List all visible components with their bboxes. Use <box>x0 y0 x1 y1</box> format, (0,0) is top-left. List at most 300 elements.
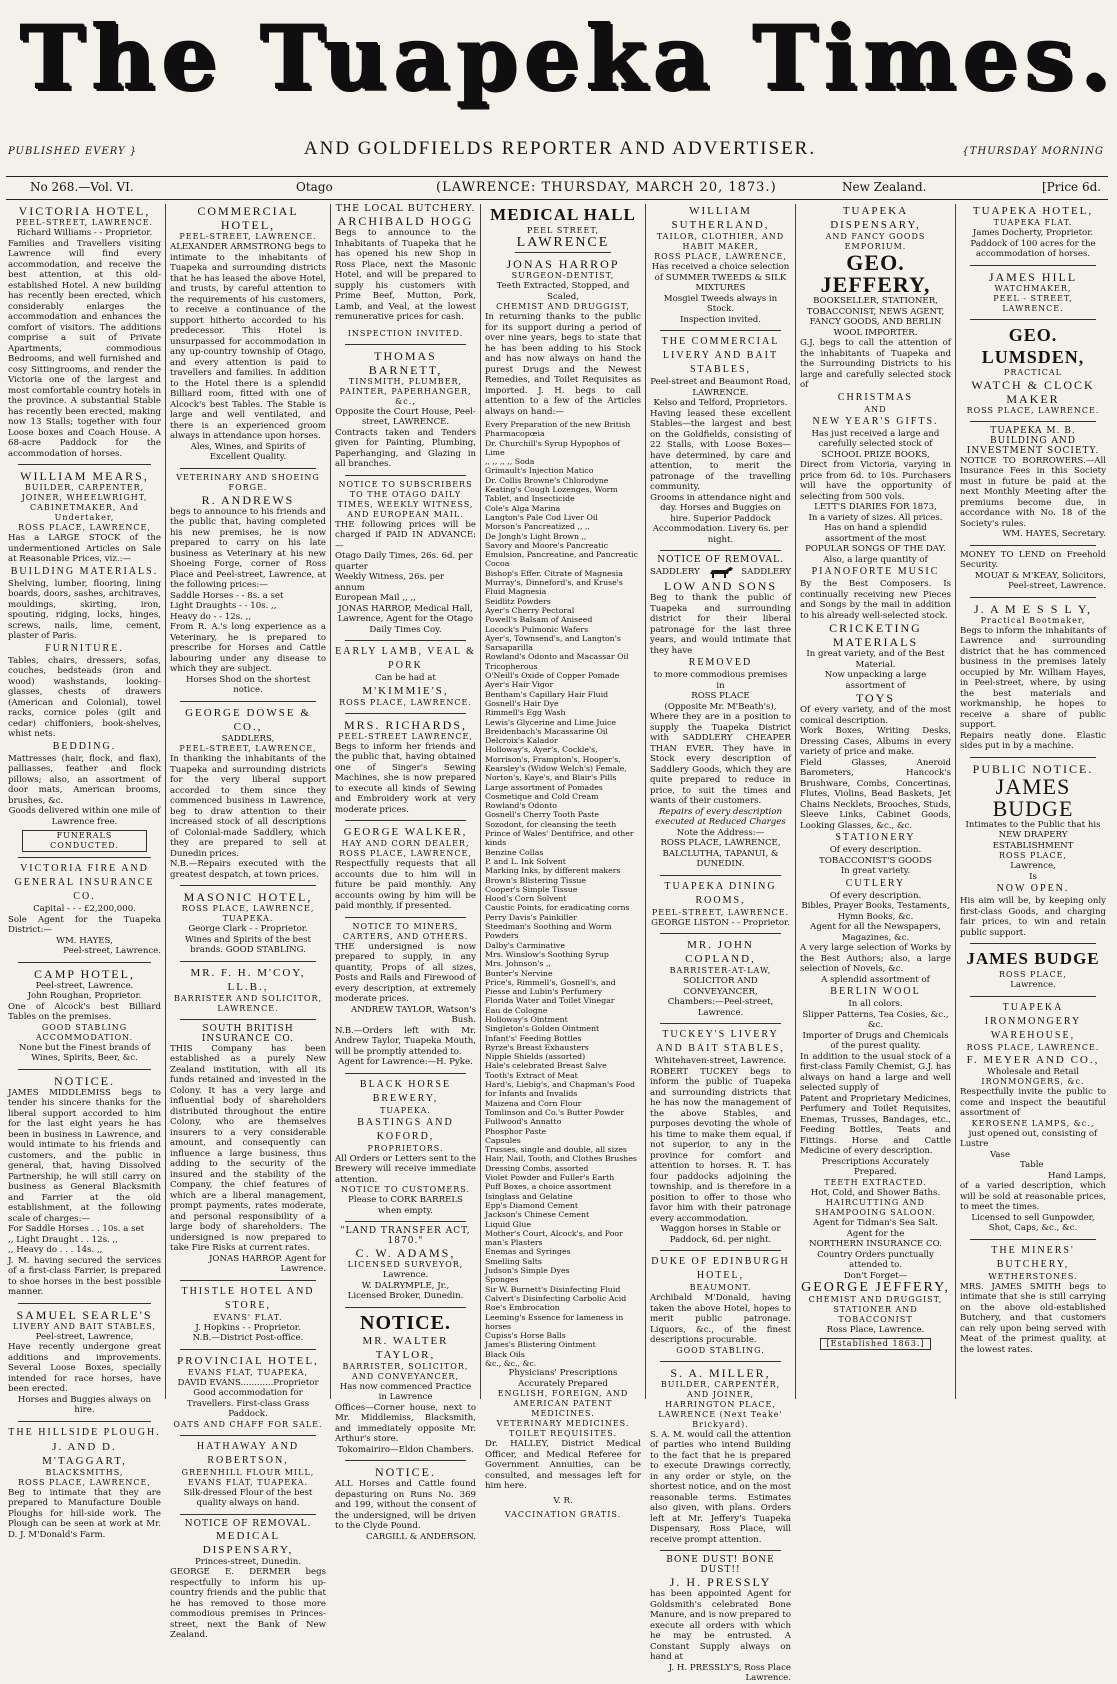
ad-heading: DUKE OF EDINBURGH HOTEL, <box>651 1256 790 1281</box>
product-list-item: Gosnell's Hair Dye <box>485 698 559 708</box>
divider <box>345 1460 466 1461</box>
ad-section-heading: BUILDING MATERIALS. <box>10 565 159 577</box>
product-list-item: Large assortment of Pomades <box>485 782 603 792</box>
ad-heading: STATIONERY <box>835 832 916 843</box>
product-list-item: Bentham's Capillary Hair Fluid <box>485 689 609 699</box>
divider <box>180 1280 316 1281</box>
price-line: Otago Daily Times, 26s. 6d. per quarter <box>335 551 473 572</box>
ad-subheading: CHEMIST AND DRUGGIST, STATIONER AND TOBACCONIST <box>808 1295 943 1324</box>
ad-heading: MR. JOHN COPLAND, <box>685 939 756 965</box>
ad-heading: M'KIMMIE'S, <box>362 684 449 697</box>
ad-heading: MR. F. H. M'COY, LL.B., <box>190 966 306 993</box>
ad-heading: NEW YEAR'S GIFTS. <box>812 415 939 427</box>
product-list-item: Every Preparation of the new British Pharmacopœia <box>485 420 631 439</box>
ad-heading: J. AND D. M'TAGGART, <box>42 1440 127 1467</box>
ad-place: HARRINGTON PLACE, LAWRENCE (Next Teake' Brickyard). <box>658 1399 783 1429</box>
ad-money-to-lend <box>960 550 1106 592</box>
ad-subheading: SURGEON-DENTIST, <box>511 271 615 280</box>
ad-place: (Opposite Mr. M'Beath's), <box>664 701 777 712</box>
column-6 <box>795 204 955 1399</box>
ad-body: to more commodious premises in <box>653 670 788 691</box>
columns <box>4 203 1110 1683</box>
divider <box>970 757 1096 758</box>
product-list-item: Cupiss's Horse Balls <box>485 1331 566 1341</box>
product-list-item: Florida Water and Toilet Vinegar <box>485 996 615 1006</box>
product-list-item: Mrs. Winslow's Soothing Syrup <box>485 949 609 959</box>
ad-body: ALL Horses and Cattle found depasturing on Runs No. 369 and 199, without the consent of the undersigned, will be driven to the Clyde Pound. <box>335 1479 476 1531</box>
ad-subheading: PRACTICAL <box>1003 367 1062 377</box>
ad-heading: THISTLE HOTEL AND STORE, <box>181 1285 315 1311</box>
ad-heading: CHRISTMAS <box>837 391 914 403</box>
divider <box>180 468 316 469</box>
divider <box>660 933 781 934</box>
ad-body: Beg to intimate that they are prepared to Manufacture Double Ploughs for hill-side work. The Plough can be seen at work at Mr. D. J. M'Donald's Farm. <box>8 1487 161 1540</box>
ad-capital: Capital - - - £2,200,000. <box>33 904 136 914</box>
product-list-item: Hair, Nail, Tooth, and Clothes Brushes <box>485 1154 637 1164</box>
product-list-item: Sir W. Burnett's Disinfecting Fluid <box>485 1284 621 1294</box>
ad-heading: THE MINERS' BUTCHERY, <box>991 1244 1075 1270</box>
ad-heading: REMOVED <box>688 657 753 668</box>
ad-body: Please to CORK BARRELS when empty. <box>348 1195 463 1216</box>
ad-early-lamb <box>335 645 476 708</box>
ad-body: His aim will be, by keeping only first-class Goods, and charging fair prices, to win and retain public support. <box>960 896 1106 938</box>
ad-notice-subscribers <box>335 480 476 636</box>
ad-heading: VICTORIA HOTEL, <box>18 204 151 218</box>
divider <box>345 344 466 345</box>
product-list-item: Tooth's Extract of Meat <box>485 1070 578 1080</box>
ad-william-mears <box>8 469 161 852</box>
ad-subheading: BARRISTER, SOLICITOR, AND CONVEYANCER, <box>342 1361 469 1381</box>
divider <box>660 875 781 876</box>
ad-hathaway <box>170 1440 326 1509</box>
divider <box>180 961 316 962</box>
ad-heading: CAMP HOTEL, <box>34 966 135 981</box>
divider <box>660 1250 781 1251</box>
ad-heading: NOTICE OF REMOVAL. <box>184 1518 312 1529</box>
ad-heading: MONEY TO LEND on Freehold Security. <box>960 549 1106 570</box>
product-list-item: Eau de Cologne <box>485 1005 548 1015</box>
ad-heading: MEDICAL HALL <box>490 205 636 224</box>
product-list-item: Ayer's, Townsend's, and Langton's Sarsaparilla <box>485 633 621 653</box>
ad-body: JAMES MIDDLEMISS begs to tender his sincere thanks for the liberal support accorded to him for the last eight years he has been in business in Lawrence, and would intimate to his friends and customers, and the public in general, that, having Dissolved Partnership, he will still carry on business as General Blacksmith and Farrier at the old establishment, at the following scale of charges:— <box>8 1087 161 1224</box>
divider <box>970 319 1096 320</box>
ad-body: Families and Travellers visiting Lawrence will find every accommodation, and receive the best attention, at this old-established Hotel. A new building has recently been erected, which considerably enlarges the accommodation and enhances the comfort of visitors. The additions comprise a suit of Private Apartments, commodious Bedrooms, and well furnished and cosy Sittingrooms, and render the Victoria one of the largest and most comfortable country hotels in the province. A substantial Stable has recently been erected, making now 13 Stalls; together with four Loose boxes and Coach House. A 68-acre Paddock for the accommodation of horses. <box>8 238 161 459</box>
ad-black-horse-brewery <box>335 1078 476 1217</box>
ad-heading: POPULAR SONGS OF THE DAY. <box>805 544 946 554</box>
ad-heading: TUAPEKA DINING ROOMS, <box>664 880 777 906</box>
column-4 <box>480 204 645 1520</box>
saddlery-label: SADDLERY <box>650 566 700 577</box>
ad-proprietor: J. Hopkins - - Proprietor. <box>195 1322 301 1333</box>
ad-proprietor: Kelso and Telford, Proprietors. <box>653 398 788 408</box>
product-list-item: Holloway's Ointment <box>485 1015 568 1024</box>
ad-south-british <box>170 1024 326 1275</box>
place-label: Otago <box>296 180 333 194</box>
product-list-item: Enemas and Syringes <box>485 1247 571 1257</box>
top-rule <box>6 176 1108 177</box>
product-list-item: Capsules <box>485 1135 521 1145</box>
ad-note: OATS AND CHAFF FOR SALE. <box>173 1419 323 1429</box>
ad-place: LAWRENCE. <box>1002 303 1064 313</box>
ad-signature: CARGILL & ANDERSON. <box>365 1531 476 1542</box>
divider <box>345 713 466 714</box>
ad-note: Hot, Cold, and Shower Baths. <box>810 1187 941 1198</box>
ad-body: Has now commenced Practice in Lawrence <box>339 1381 472 1402</box>
ad-heading: MASONIC HOTEL, <box>183 890 313 904</box>
ad-heading: NORTHERN INSURANCE CO. <box>809 1239 942 1249</box>
ad-subheading: PEEL STREET, <box>526 226 600 235</box>
ad-mccoy <box>170 966 326 1014</box>
product-list-item: Cole's Alga Marina <box>485 503 561 513</box>
ad-james-budge <box>960 762 1106 939</box>
price-line: Saddle Horses - - 8s. a set <box>170 590 284 601</box>
ad-note: INSPECTION INVITED. <box>347 328 464 338</box>
ad-low-and-sons <box>650 555 791 870</box>
divider <box>345 1307 466 1308</box>
ad-body: Respectfully invite the public to come and inspect the beautiful assortment of <box>960 1087 1106 1118</box>
product-list-item: James's Blistering Ointment <box>485 1340 596 1350</box>
ad-subheading: LIVERY AND BAIT STABLES, <box>12 1321 157 1331</box>
ad-heading: JAMES BUDGE <box>966 949 1100 968</box>
ad-body: In great variety. <box>840 866 911 876</box>
ad-body: Has a LARGE STOCK of the undermentioned Articles on Sale at Reasonable Prices, viz.:— <box>8 533 161 564</box>
ad-subheading: HAY AND CORN DEALER, <box>341 839 470 848</box>
country-label: New Zealand. <box>842 180 927 194</box>
ad-body: Begs to inform the inhabitants of Lawrence and surrounding district that he has commenced business in the premises lately occupied by Mr. William Hayes, in Peel-street, where, by using the best materials and workmanship, he hopes to receive a share of public support. <box>960 625 1106 730</box>
ad-subheading: GREENHILL FLOUR MILL, <box>181 1467 315 1477</box>
ad-subheading: TINSMITH, PLUMBER, PAINTER, PAPERHANGER, &c., <box>339 376 472 406</box>
ad-body: just opened out, consisting of <box>968 1128 1098 1139</box>
ad-bone-dust <box>650 1555 791 1684</box>
ad-heading: WILLIAM MEARS, <box>20 469 149 483</box>
ad-subheading: Licensed Broker, Dunedin. <box>347 1291 464 1301</box>
ad-place: LAWRENCE. <box>217 1003 279 1013</box>
ad-subheading: TUAPEKA FLAT. <box>993 218 1073 227</box>
ad-body: Agent for all the Newspapers, Magazines, &c. <box>810 922 941 943</box>
product-list-item: Grimault's Injection Matico <box>485 466 594 476</box>
ad-heading: JAMES HILL <box>988 269 1078 284</box>
ad-note: N.B.—Orders left with Mr. Andrew Taylor, Tuapeka Mouth, will be promptly attended to. <box>335 1025 476 1057</box>
ad-body: Sole Agent for the Tuapeka District:— <box>8 914 161 935</box>
ad-heading: SOUTH BRITISH INSURANCE CO. <box>201 1023 295 1044</box>
ad-note: Don't Forget— <box>843 1270 908 1281</box>
ad-place: EVANS FLAT, TUAPEKA. <box>187 1477 309 1487</box>
product-list-item: Liquid Glue <box>485 1219 532 1229</box>
ad-heading: VETERINARY AND SHOEING FORGE. <box>176 472 320 492</box>
ad-subheading: LICENSED SURVEYOR, <box>347 1260 464 1269</box>
ad-heading: F. MEYER AND CO., <box>966 1053 1100 1066</box>
ad-proprietor: GEORGE LISTON - - Proprietor. <box>651 917 790 928</box>
price-label: [Price 6d. <box>1042 180 1102 194</box>
product-list-item: Steedman's Soothing and Worm Powders <box>485 922 612 941</box>
ad-thistle-hotel <box>170 1285 326 1344</box>
ad-body: Of every variety, and of the most comical description. <box>800 705 951 726</box>
product-list-item: Puff Boxes, a choice assortment <box>485 1182 612 1192</box>
ad-heading: NOTICE TO CUSTOMERS. <box>340 1185 471 1194</box>
divider <box>180 1349 316 1350</box>
product-list-item: Marking Inks, by different makers <box>485 866 621 876</box>
ad-body: Good accommodation for Travellers. First-class Grass Paddock. <box>186 1388 310 1419</box>
ad-ironmongery <box>960 1001 1106 1234</box>
ad-subheading: BUILDER, CARPENTER, JOINER, WHEELWRIGHT, CABINETMAKER, And Undertaker, <box>21 483 148 522</box>
ad-name: WM. HAYES, <box>56 935 113 946</box>
ad-place: ROSS PLACE, LAWRENCE, <box>18 523 151 532</box>
ad-note: Repairs neatly done. Elastic sides put in by a machine. <box>960 730 1106 751</box>
ad-body: begs to announce to his friends and the public that, having completed his new premises, he is now prepared to carry on his late business as Veterinary at his new Shoeing Forge, corner of Ross Place and Peel-street, Lawrence, at the following prices:— <box>170 506 326 590</box>
product-list-item: Tricopherous <box>485 661 538 671</box>
ad-body: Begs to announce to the Inhabitants of Tuapeka that he has opened his new Shop in Ross Place, next the Masonic Hotel, and will be prepared to supply his customers with Prime Beef, Mutton, Pork, Lamb, and Veal, at the lowest remunerative prices for cash. <box>335 228 476 322</box>
ad-note: VACCINATION GRATIS. <box>504 1510 622 1520</box>
divider <box>18 857 151 858</box>
price-line: Heavy do - - 12s. ,, <box>170 611 252 622</box>
ad-george-walker <box>335 825 476 912</box>
product-list-item: Maizena and Corn Flour <box>485 1098 582 1108</box>
ad-heading: JAMES BUDGE <box>992 773 1074 821</box>
ad-signature: MOUAT & M'KEAY, Solicitors, Peel-street, Lawrence. <box>974 570 1106 591</box>
ad-notice-middlemiss <box>8 1074 161 1298</box>
product-list-item: Calvert's Disinfecting Carbolic Acid <box>485 1293 627 1303</box>
ad-note: TOILET REQUISITES. <box>509 1429 617 1439</box>
ad-subheading: WETHERSTONES. <box>988 1271 1078 1281</box>
ad-subheading: AND FANCY GOODS EMPORIUM. <box>825 232 926 251</box>
ad-hillside-plough <box>8 1426 161 1541</box>
newspaper-title: The Tuapeka Times. <box>20 6 1117 110</box>
ad-heading: TUCKEY'S LIVERY AND BAIT STABLES, <box>656 1029 785 1054</box>
newspaper-subtitle: AND GOLDFIELDS REPORTER AND ADVERTISER. <box>303 138 817 159</box>
ad-signature: Peel-street, Lawrence. <box>63 946 161 956</box>
ad-land-transfer <box>335 1226 476 1302</box>
established-box: [Established 1863.] <box>820 1338 931 1350</box>
ad-note: Licensed to sell Gunpowder, Shot, Caps, &c., &c. <box>971 1212 1095 1233</box>
ad-body: Tables, chairs, dressers, sofas, couches, bedsteads (iron and wood) washstands, looking-glasses, chests of drawers (American and Colonial), towel racks, cornice poles (gilt and cedar) chiffoniers, book-shelves, whist nets. <box>8 655 161 739</box>
ad-body: In addition to the usual stock of a first-class Family Chemist, G.J. has always on hand a large and well selected supply of <box>800 1051 951 1093</box>
ad-subheading: PROPRIETORS. <box>367 1143 444 1153</box>
ad-body: Of every description. <box>829 845 922 855</box>
product-list-item: Ayer's Cherry Pectoral <box>485 605 575 615</box>
ad-heading: TOBACCONIST'S GOODS <box>819 855 932 866</box>
product-list-item: Rowland's Odonto <box>485 801 557 811</box>
ad-body: has been appointed Agent for Goldsmith's celebrated Bone Manure, and is now prepared to execute all orders with which he may be entrusted. A Constant Supply always on hand at <box>650 1589 791 1662</box>
ad-signature: J. H. PRESSLY'S, Ross Place Lawrence. <box>668 1662 791 1683</box>
product-list-item: Hard's, Liebig's, and Chapman's Food for Infants and Invalids <box>485 1080 635 1099</box>
ad-body: MRS. JAMES SMITH begs to intimate that she is still carrying on the above old-established Butchery, and that customers can rely upon being served with Meat of the primest quality, at the lowest rates. <box>960 1281 1106 1355</box>
ad-george-dowse <box>170 706 326 881</box>
ad-heading: BERLIN WOOL <box>830 986 921 997</box>
ad-subheading: SADDLERS, <box>221 733 275 744</box>
ad-heading: NOTICE. <box>54 1073 115 1088</box>
ad-body: Paddock of 100 acres for the accommodation of horses. <box>970 238 1096 259</box>
ad-subheading: PEEL-STREET, LAWRENCE. <box>15 218 154 227</box>
ad-james-budge-2 <box>960 948 1106 991</box>
ad-body: THE undersigned is now prepared to supply, in any quantity, Props of all sizes, Posts and Rails and Firewood of every description, at extremely moderate prices. <box>335 941 476 1004</box>
ad-body: THE following prices will be charged if PAID IN ADVANCE:— <box>335 519 476 551</box>
ad-body: Has on hand a splendid assortment of the most <box>824 523 927 544</box>
product-list-item: De Jongh's Light Brown ,, <box>485 531 587 541</box>
product-list-item: Jackson's Chinese Cement <box>485 1210 590 1220</box>
ad-subheading: ROSS PLACE, LAWRENCE. <box>966 1042 1100 1052</box>
ad-heading: VICTORIA FIRE AND GENERAL INSURANCE CO. <box>14 863 155 902</box>
product-list-item: Mother's Court, Alcock's, and Poor man's Plasters <box>485 1228 623 1248</box>
ad-signature: JONAS HARROP. Agent for Lawrence. <box>208 1253 326 1274</box>
dateline-rule <box>6 199 1108 200</box>
ad-body: J. M. having secured the services of a first-class Farrier, is prepared to shoe horses in the best possible manner. <box>8 1255 161 1297</box>
ad-subheading: TUAPEKA. <box>380 1105 431 1115</box>
product-list-item: Black Oils <box>485 1349 525 1359</box>
product-list-item: Sozodont, for cleansing the teeth <box>485 819 617 829</box>
ad-subheading: PEEL-STREET, LAWRENCE. <box>651 907 790 917</box>
ad-subheading: BLACKSMITHS, <box>45 1467 124 1477</box>
ad-building-society <box>960 426 1106 540</box>
ad-body: Mattresses (hair, flock, and flax), palliasses, feather and flock pillows; also, an assortment of door mats, American brooms, brushes, &c. <box>8 753 161 806</box>
ad-medical-hall <box>485 204 641 1520</box>
ad-heading: KEROSENE LAMPS, &c., <box>971 1118 1095 1128</box>
ad-body: Goods delivered within one mile of Lawrence free. <box>8 806 161 827</box>
divider <box>180 701 316 702</box>
ad-body: Also, a large quantity of <box>823 554 928 565</box>
divider <box>345 917 466 918</box>
ad-james-hill <box>960 270 1106 314</box>
product-list-item: Roe's Embrocation <box>485 1303 560 1313</box>
ad-note: Agent for Lawrence:—H. Pyke. <box>338 1057 473 1067</box>
ad-body: Contracts taken and Tenders given for Painting, Plumbing, Paperhanging, and Glazing in all branches. <box>335 427 476 469</box>
ad-note: Prescriptions Accurately Prepared. <box>821 1156 930 1177</box>
ad-notice-cargill <box>335 1465 476 1542</box>
ad-body: Offices—Corner house, next to Mr. Middlemiss, Blacksmith, and immediately opposite Mr. Arthur's store. <box>335 1402 476 1444</box>
ad-heading: TUAPEKA HOTEL, <box>972 205 1094 217</box>
product-list-item: Hood's Corn Solvent <box>485 894 567 904</box>
ad-body: Work Boxes, Writing Desks, Dressing Cases, Albums in every variety of price and make. <box>800 726 951 757</box>
ad-subheading: IRONMONGERS, &c. <box>981 1077 1085 1086</box>
product-list-item: &c., &c., &c. <box>485 1358 537 1368</box>
product-list-item: Infant's' Feeding Bottles <box>485 1033 582 1043</box>
ad-heading: J. H. PRESSLY <box>669 1575 772 1589</box>
product-list-item: Dressing Combs, assorted <box>485 1163 589 1173</box>
ad-heading: NOTICE. <box>360 1311 451 1334</box>
product-list-item: Violet Powder and Fuller's Earth <box>485 1173 615 1183</box>
product-list-item: Dr. Collis Browne's Chlorodyne <box>485 475 609 485</box>
dateline <box>6 180 1108 198</box>
product-list-item: Epp's Diamond Cement <box>485 1200 579 1210</box>
ad-heading: LETT'S DIARIES FOR 1873, <box>814 502 937 512</box>
ad-body: Intimates to the Public that his <box>965 819 1101 830</box>
divider <box>970 943 1096 944</box>
ad-body: Respectfully requests that all accounts due to him will in future be paid monthly. Any accounts owing by him will be paid monthly, if presented. <box>335 859 476 911</box>
ad-heading: TOYS <box>855 691 896 705</box>
ad-place: ROSS PLACE, LAWRENCE, <box>339 849 472 858</box>
ad-heading: NOW OPEN. <box>996 883 1070 894</box>
ad-note: N.B.—District Post-office. <box>192 1333 304 1343</box>
divider <box>660 330 781 331</box>
ad-body: A very large selection of Works by the Best Authors; also, a large selection of Novels, &c. <box>800 943 951 974</box>
ad-heading: WILLIAM SUTHERLAND, <box>671 205 770 231</box>
product-list-item: Rimmell's Egg Wash <box>485 708 566 718</box>
ad-note: Grooms in attendance night and day. Horses and Buggies on hire. Superior Paddock Accommodation. Livery 6s. per night. <box>650 492 791 545</box>
ad-place: ROSS PLACE <box>691 691 750 701</box>
product-list-item: Trusses, single and double, all sizes <box>485 1145 627 1155</box>
ad-body: ALEXANDER ARMSTRONG begs to intimate to the inhabitants of Tuapeka and surrounding districts that he has leased the above Hotel, and trusts, by careful attention to the requirements of his customers, to receive a continuance of the support hitherto accorded to his predecessor. This Hotel is unsurpassed for accommodation in any up-country township of Otago, and every attention is paid to travellers and families. In addition to the Hotel there is a splendid Billiard room, fitted with one of Alcock's best Tables. The Stable is large and well ventilated, and there is an experienced groom always in attendance upon horses. <box>170 242 326 441</box>
ad-sa-miller <box>650 1366 791 1546</box>
ad-heading: NOTICE OF REMOVAL. <box>657 555 784 565</box>
ad-heading: EARLY LAMB, VEAL & PORK <box>335 646 476 671</box>
ad-subheading: BUILDER, CARPENTER, AND JOINER, <box>660 1379 781 1399</box>
ad-subheading: BARRISTER AND SOLICITOR, <box>173 993 323 1003</box>
product-list-item: Fullwood's Annatto <box>485 1117 562 1127</box>
issue-number: No 268.—Vol. VI. <box>30 180 134 194</box>
product-list-item: Brown's Blistering Tissue <box>485 875 586 885</box>
divider <box>660 1361 781 1362</box>
ad-place: Lawrence, <box>1010 861 1056 871</box>
price-line: Light Draughts - - 10s. ,, <box>170 601 277 611</box>
ad-subheading: PEEL-STREET LAWRENCE, <box>338 731 473 741</box>
ad-body: Begs to inform her friends and the public that, having obtained one of Singer's Sewing Machines, she is now prepared to execute all kinds of Sewing and Embroidery work at very moderate prices. <box>335 741 476 815</box>
ad-subheading: Wholesale and Retail <box>987 1066 1079 1077</box>
ad-heading: BONE DUST! BONE DUST!! <box>666 1555 775 1575</box>
product-list-item: Benzine Collas <box>485 847 544 857</box>
ad-heading: SAMUEL SEARLE'S <box>16 1307 153 1322</box>
ad-body: G.J. begs to call the attention of the inhabitants of Tuapeka and the Surrounding Districts to his large and carefully selected stock of <box>800 338 951 390</box>
ad-heading: R. ANDREWS <box>201 492 295 507</box>
ad-note: GOOD STABLING. <box>676 1345 765 1355</box>
ad-thomas-barnett <box>335 349 476 470</box>
ad-body: GEORGE E. DERMER begs respectfully to inform his up-country friends and the public that he has removed to those more commodious premises in Princes-street, next the Bank of New Zealand. <box>170 1567 326 1640</box>
lamp-type: Hand Lamps, <box>1047 1170 1106 1181</box>
product-list-item: Gosnell's Cherry Tooth Paste <box>485 810 600 820</box>
saddlery-label: SADDLERY <box>741 566 791 577</box>
ad-heading: CRICKETING MATERIALS <box>829 621 922 649</box>
ad-medical-dispensary <box>170 1519 326 1641</box>
ad-proprietor: Richard Williams - - Proprietor. <box>16 228 153 238</box>
price-line: Weekly Witness, 26s. per annum <box>335 572 445 593</box>
ad-proprietor: John Roughan, Proprietor. <box>27 991 142 1001</box>
divider <box>18 464 151 465</box>
ad-body: Importer of Drugs and Chemicals of the purest quality. <box>802 1030 949 1051</box>
divider <box>180 1514 316 1515</box>
ad-body: In thanking the inhabitants of the Tuapeka and surrounding districts for the very liberal support accorded to them since they commenced business in Lawrence, beg to draw attention to their increased stock of all descriptions of Colonial-made Saddlery, which they are prepared to sell at Dunedin prices. <box>170 754 326 859</box>
price-line: European Mail ,, ,, <box>335 593 416 603</box>
ad-body: In returning thanks to the public for its support during a period of over nine years, begs to state that he has been adding to his Stock and has now always on hand the purest Drugs and the Newest Remedies, and Toilet Requisites as imported. J. H. begs to call attention to a few of the Articles always on hand:— <box>485 312 641 417</box>
product-list-item: Bishop's Effer. Citrate of Magnesia <box>485 568 623 578</box>
ad-note: Horses Shod on the shortest notice. <box>185 674 311 695</box>
ad-dining-rooms <box>650 880 791 929</box>
divider <box>345 475 466 476</box>
ad-note: Agent for Tidman's Sea Salt. <box>813 1218 938 1228</box>
ad-signature: WM. HAYES, Secretary. <box>1002 529 1106 539</box>
product-list-item: Murray's, Dinneford's, and Kruse's Fluid Magnesia <box>485 578 623 597</box>
ad-heading: GEORGE DOWSE & CO., <box>185 706 311 733</box>
ad-subheading: BEAUMONT. <box>689 1283 752 1292</box>
ad-heading: MRS. RICHARDS, <box>343 717 468 732</box>
ad-note: Repairs of every description executed at Reduced Charges <box>655 806 786 827</box>
ad-place: PEEL-STREET, LAWRENCE, <box>179 744 317 753</box>
ad-note: Physicians' Prescriptions Accurately Prepared <box>508 1368 618 1389</box>
divider <box>180 885 316 886</box>
lamp-type: Table <box>1020 1160 1044 1170</box>
ad-body: S. A. M. would call the attention of parties who intend Building to the fact that he is prepared to execute Drawings correctly, in any order or style, on the shortest notice, and on the most reasonable terms. Estimates also given, with plans. Orders left at Mr. Jeffery's Tuapeka Dispensary, Ross Place, will receive prompt attention. <box>650 1429 791 1545</box>
ad-camp-hotel <box>8 967 161 1064</box>
product-list-item: Dr. Churchill's Syrup Hypophos of Lime <box>485 438 620 457</box>
product-list-item: Sponges <box>485 1275 519 1285</box>
divider <box>18 962 151 963</box>
ad-body: Patent and Proprietary Medicines, Perfumery and Toilet Requisites, Enemas, Trusses, Bandages, etc., Feeding Bottles, Teats and Fittings. Horse and Cattle Medicine of every description. <box>800 1093 951 1156</box>
ad-victoria-hotel <box>8 204 161 459</box>
funerals-box: FUNERALS CONDUCTED. <box>22 830 147 852</box>
ad-note: Country Orders punctually attended to. <box>817 1249 934 1270</box>
ad-subheading: AND <box>864 404 887 414</box>
ad-heading: GEO. JEFFERY, <box>820 250 931 297</box>
divider <box>180 1019 316 1020</box>
ad-body: Now unpacking a large assortment of <box>824 670 927 691</box>
ad-heading: JONAS HARROP <box>506 257 620 271</box>
